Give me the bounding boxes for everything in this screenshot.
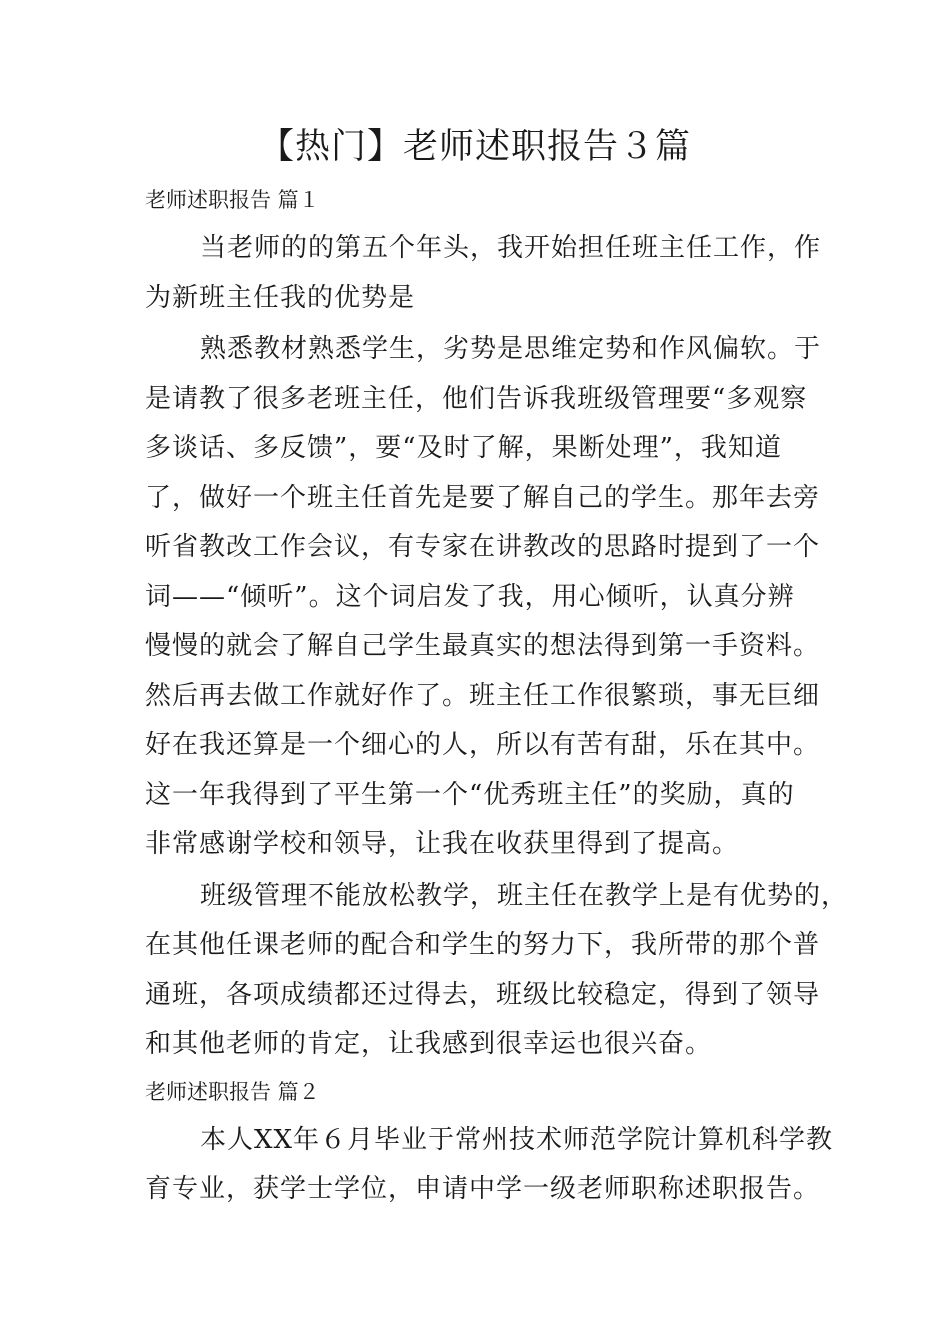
paragraph [145,1114,835,1215]
text-line: 慢慢的就会了解自己学生最真实的想法得到第一手资料。 [145,631,821,661]
paragraph [145,222,835,323]
text-line: 班级管理不能放松教学，班主任在教学上是有优势的， [200,880,849,911]
document-body [145,178,849,1215]
section-heading: 老师述职报告 篇２ [145,1079,320,1104]
text-line: 多谈话、多反馈”，要“及时了解，果断处理”，我知道 [145,433,782,463]
text-line: 词——“倾听”。这个词启发了我，用心倾听，认真分辨 [145,581,795,612]
text-line: 听省教改工作会议，有专家在讲教改的思路时提到了一个 [145,532,821,562]
text-line: 是请教了很多老班主任，他们告诉我班级管理要“多观察 [145,383,808,414]
text-line: 好在我还算是一个细心的人，所以有苦有甜，乐在其中。 [145,730,821,760]
text-line: 这一年我得到了平生第一个“优秀班主任”的奖励，真的 [145,779,795,810]
text-line: 为新班主任我的优势是 [145,282,416,313]
text-line: 本人XX年６月毕业于常州技术师范学院计算机科学教 [200,1124,834,1155]
paragraph [145,323,835,870]
paragraph [145,870,849,1070]
text-line: 在其他任课老师的配合和学生的努力下，我所带的那个普 [145,930,821,960]
section-heading: 老师述职报告 篇１ [145,188,320,212]
text-line: 当老师的的第五个年头，我开始担任班主任工作，作 [200,233,822,263]
text-line: 了，做好一个班主任首先是要了解自己的学生。那年去旁 [145,482,821,513]
text-line: 和其他老师的肯定，让我感到很幸运也很兴奋。 [145,1029,713,1059]
text-line: 非常感谢学校和领导，让我在收获里得到了提高。 [145,829,740,859]
text-line: 通班，各项成绩都还过得去，班级比较稳定，得到了领导 [145,979,821,1010]
text-line: 育专业，获学士学位，申请中学一级老师职称述职报告。 [145,1174,821,1204]
text-line: 然后再去做工作就好作了。班主任工作很繁琐，事无巨细 [145,680,821,711]
document-title: 【热门】老师述职报告３篇 [258,127,691,167]
text-line: 熟悉教材熟悉学生，劣势是思维定势和作风偏软。于 [200,334,822,364]
